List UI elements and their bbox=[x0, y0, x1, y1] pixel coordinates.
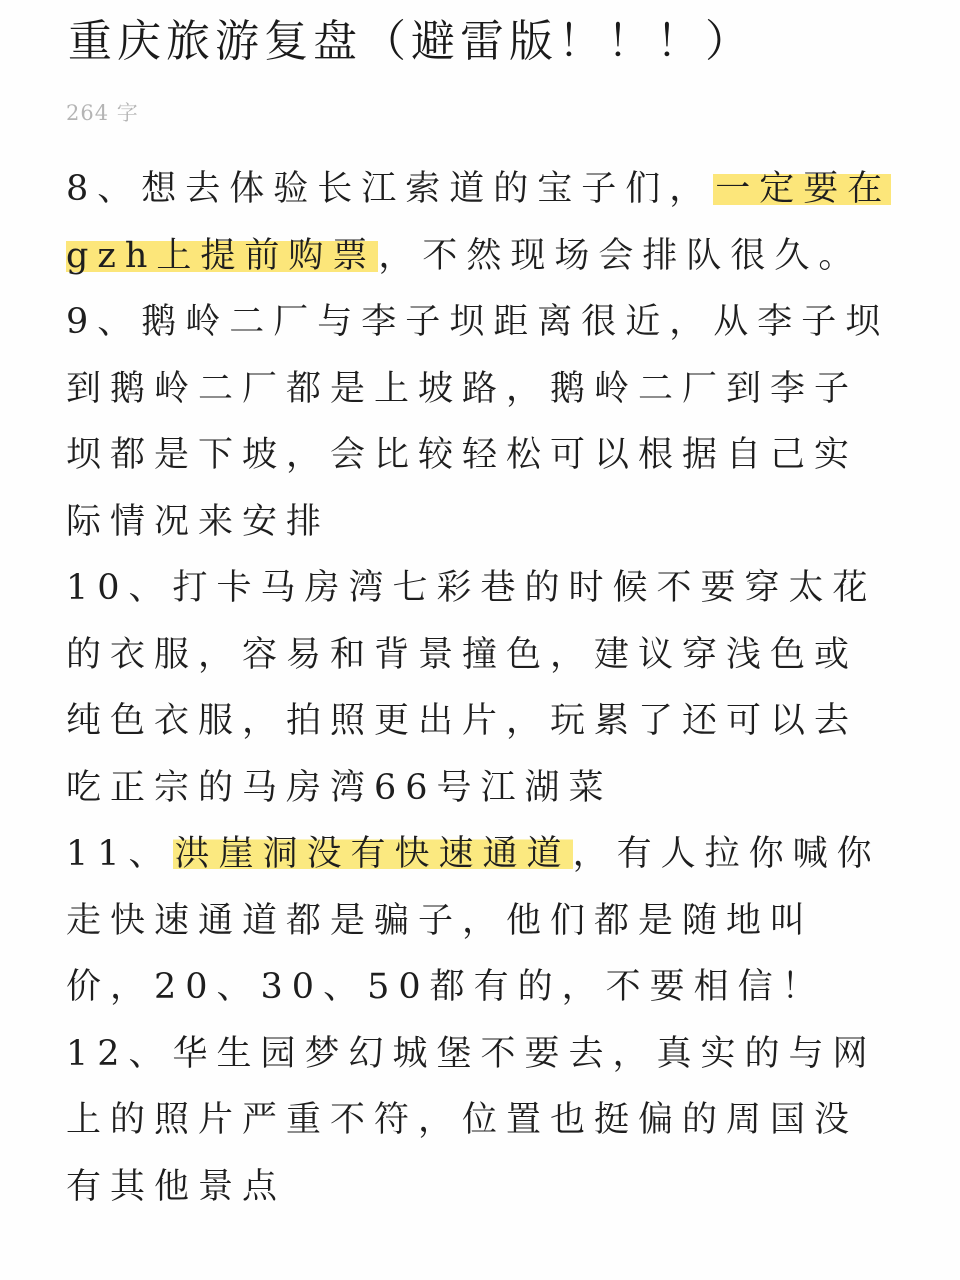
note-body bbox=[66, 156, 896, 1220]
tip-11-text-after: ，有人拉你喊你走快速通道都是骗子，他们都是随地叫价，20、30、50都有的，不要相信！ bbox=[66, 834, 881, 1007]
tip-8-highlight: 一定要在gzh上提前购票 bbox=[66, 169, 892, 276]
tip-8-text-after: ，不然现场会排队很久。 bbox=[378, 235, 863, 276]
tip-12-text: 12、华生园梦幻城堡不要去，真实的与网上的照片严重不符，位置也挺偏的周国没有其他景点 bbox=[66, 1033, 877, 1207]
tip-8 bbox=[66, 156, 896, 289]
tip-8-text: 8、想去体验长江索道的宝子们， bbox=[66, 169, 714, 209]
tip-10 bbox=[66, 555, 896, 821]
tip-10-text: 10、打卡马房湾七彩巷的时候不要穿太花的衣服，容易和背景撞色，建议穿浅色或纯色衣服，拍照更出片，玩累了还可以去吃正宗的马房湾66号江湖菜 bbox=[66, 568, 877, 808]
tip-11 bbox=[66, 821, 896, 1021]
tip-12 bbox=[66, 1021, 896, 1221]
tip-9-text: 9、鹅岭二厂与李子坝距离很近，从李子坝到鹅岭二厂都是上坡路，鹅岭二厂到李子坝都是下坡，会比较轻松可以根据自己实际情况来安排 bbox=[66, 302, 890, 542]
tip-9 bbox=[66, 289, 896, 555]
note-title: 重庆旅游复盘（避雷版！！！） bbox=[68, 16, 754, 67]
tip-11-highlight: 洪崖洞没有快速通道 bbox=[174, 834, 571, 874]
word-count: 264 字 bbox=[66, 101, 139, 125]
tip-11-text: 11、 bbox=[66, 834, 173, 874]
